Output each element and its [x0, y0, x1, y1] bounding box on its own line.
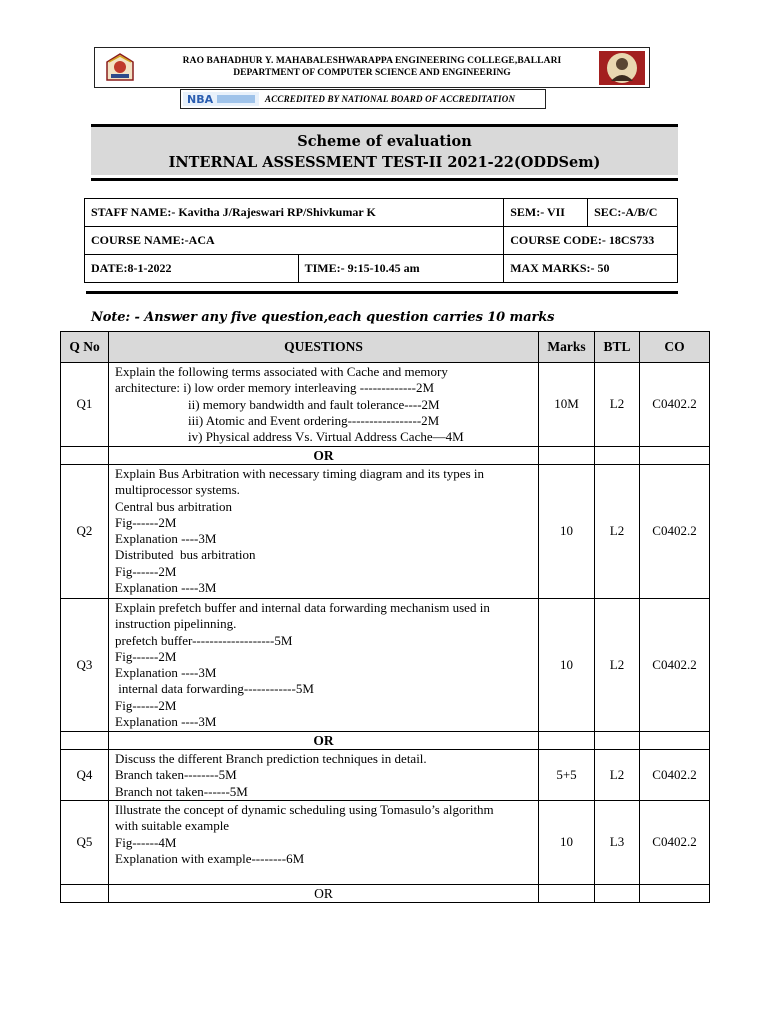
question-text: [109, 465, 539, 599]
question-line: Explain the following terms associated with Cache and memory: [115, 364, 448, 379]
question-line: iv) Physical address Vs. Virtual Address Cache—4M: [188, 429, 464, 445]
table-row: [61, 801, 710, 885]
question-line: internal data forwarding------------5M: [115, 681, 314, 697]
question-line: instruction pipelinning.: [115, 616, 237, 632]
college-emblem-icon: [103, 52, 137, 84]
staff-name: STAFF NAME:- Kavitha J/Rajeswari RP/Shivkumar K: [85, 199, 504, 227]
nba-logo-icon: [183, 92, 259, 106]
scheme-title: Scheme of evaluation: [297, 133, 472, 150]
section: SEC:-A/B/C: [588, 199, 678, 227]
question-marks: 5+5: [539, 750, 595, 801]
question-line: Illustrate the concept of dynamic scheduling using Tomasulo’s algorithm: [115, 802, 494, 817]
question-line: Fig------2M: [115, 514, 177, 530]
question-line: ii) memory bandwidth and fault tolerance----2M: [188, 396, 440, 412]
table-row: [61, 599, 710, 732]
semester: SEM:- VII: [504, 199, 588, 227]
question-text: [109, 750, 539, 801]
header-qno: Q No: [61, 332, 109, 363]
accreditation-text: ACCREDITED BY NATIONAL BOARD OF ACCREDITATION: [265, 94, 516, 104]
question-number: Q1: [61, 363, 109, 447]
header-marks: Marks: [539, 332, 595, 363]
question-line: Fig------2M: [115, 648, 177, 664]
question-line: architecture: i) low order memory interleaving -------------2M: [115, 380, 435, 396]
department-name: DEPARTMENT OF COMPUTER SCIENCE AND ENGINEERING: [233, 68, 511, 78]
founder-portrait-icon: [599, 51, 645, 85]
question-btl: L2: [595, 750, 640, 801]
header-co: CO: [640, 332, 710, 363]
question-co: C0402.2: [640, 599, 710, 732]
exam-time: TIME:- 9:15-10.45 am: [298, 255, 504, 283]
or-label: OR: [109, 732, 539, 750]
question-text: [109, 363, 539, 447]
table-row: [61, 750, 710, 801]
max-marks: MAX MARKS:- 50: [504, 255, 678, 283]
course-name: COURSE NAME:-ACA: [85, 227, 504, 255]
question-btl: L3: [595, 801, 640, 885]
exam-date: DATE:8-1-2022: [85, 255, 299, 283]
question-line: Branch not taken------5M: [115, 783, 248, 799]
question-co: C0402.2: [640, 465, 710, 599]
question-line: Explanation ----3M: [115, 714, 217, 730]
question-number: Q3: [61, 599, 109, 732]
question-line: prefetch buffer-------------------5M: [115, 632, 293, 648]
questions-table: [60, 331, 710, 903]
or-label: OR: [109, 447, 539, 465]
question-btl: L2: [595, 363, 640, 447]
question-marks: 10: [539, 465, 595, 599]
title-divider: [91, 178, 678, 181]
question-line: Discuss the different Branch prediction techniques in detail.: [115, 751, 427, 766]
question-co: C0402.2: [640, 750, 710, 801]
question-marks: 10: [539, 801, 595, 885]
question-line: iii) Atomic and Event ordering-----------------2M: [188, 412, 440, 428]
question-line: Explanation ----3M: [115, 531, 217, 547]
question-number: Q5: [61, 801, 109, 885]
question-line: Explanation ----3M: [115, 580, 217, 596]
question-line: Fig------2M: [115, 563, 177, 579]
question-line: Explanation ----3M: [115, 665, 217, 681]
table-header-row: [61, 332, 710, 363]
college-name: RAO BAHADHUR Y. MAHABALESHWARAPPA ENGINEERING COLLEGE,BALLARI: [182, 56, 562, 66]
course-info-table: [84, 198, 678, 283]
table-row: [61, 465, 710, 599]
question-co: C0402.2: [640, 801, 710, 885]
instruction-note: Note: - Answer any five question,each question carries 10 marks: [91, 310, 555, 325]
question-btl: L2: [595, 599, 640, 732]
or-separator-row: [61, 885, 710, 903]
question-line: Explain prefetch buffer and internal data forwarding mechanism used in: [115, 600, 490, 615]
question-line: Branch taken--------5M: [115, 767, 237, 783]
svg-text:NBA: NBA: [187, 93, 214, 106]
question-marks: 10M: [539, 363, 595, 447]
title-box: [91, 124, 678, 175]
table-row: [61, 363, 710, 447]
header-btl: BTL: [595, 332, 640, 363]
header-questions: QUESTIONS: [109, 332, 539, 363]
question-line: Distributed bus arbitration: [115, 547, 256, 563]
or-separator-row: [61, 447, 710, 465]
question-line: with suitable example: [115, 818, 230, 834]
question-co: C0402.2: [640, 363, 710, 447]
question-line: Fig------4M: [115, 834, 177, 850]
question-line: multiprocessor systems.: [115, 482, 240, 498]
test-title: INTERNAL ASSESSMENT TEST-II 2021-22(ODDSem): [168, 154, 601, 171]
or-label: OR: [109, 885, 539, 903]
course-code: COURSE CODE:- 18CS733: [504, 227, 678, 255]
college-banner: [94, 47, 650, 88]
question-text: [109, 801, 539, 885]
question-line: Explain Bus Arbitration with necessary timing diagram and its types in: [115, 466, 484, 481]
question-line: Fig------2M: [115, 697, 177, 713]
info-divider: [86, 291, 678, 294]
question-number: Q4: [61, 750, 109, 801]
question-number: Q2: [61, 465, 109, 599]
question-marks: 10: [539, 599, 595, 732]
question-btl: L2: [595, 465, 640, 599]
question-line: Central bus arbitration: [115, 498, 232, 514]
question-text: [109, 599, 539, 732]
or-separator-row: [61, 732, 710, 750]
question-line: Explanation with example--------6M: [115, 850, 305, 866]
accreditation-bar: [180, 89, 546, 109]
